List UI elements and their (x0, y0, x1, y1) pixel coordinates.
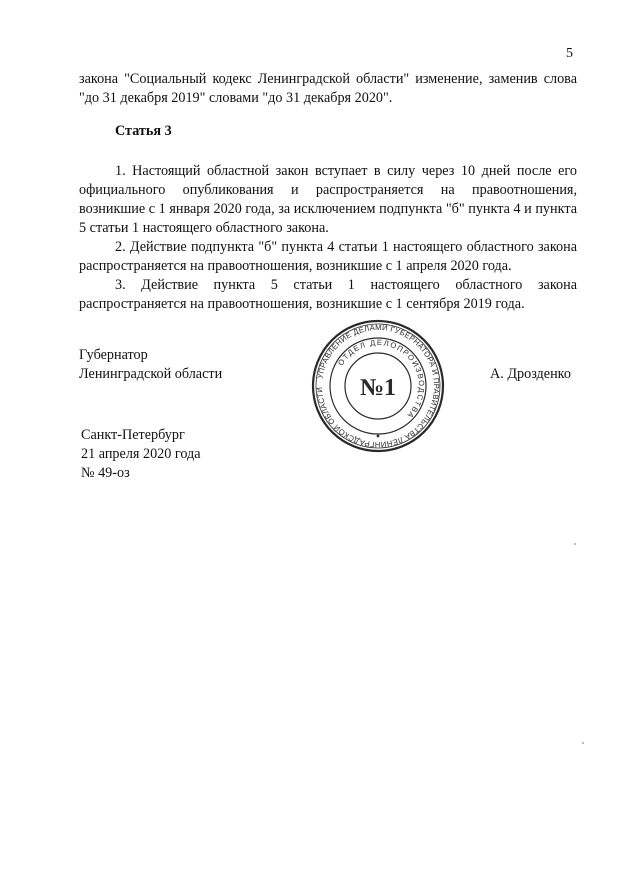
article-item-2: 2. Действие подпункта "б" пункта 4 статьи 1 настоящего областного закона распространяется на правоотношения, возникшие с 1 апреля 2020 года. (79, 239, 577, 274)
scan-speck (574, 543, 576, 545)
article-item-1: 1. Настоящий областной закон вступает в силу через 10 дней после его официального опубликования и распространяется на правоотношения, возникшие с 1 января 2020 года, за исключением подпункта "б" пункта 4 и пункта 5 статьи 1 настоящего областного закона. (79, 163, 577, 236)
official-seal (310, 318, 446, 454)
article-item-3: 3. Действие пункта 5 статьи 1 настоящего областного закона распространяется на правоотношения, возникшие с 1 сентября 2019 года. (79, 277, 577, 312)
signatory-name: А. Дрозденко (490, 366, 571, 382)
seal-outer-text: УПРАВЛЕНИЕ ДЕЛАМИ ГУБЕРНАТОРА И ПРАВИТЕЛЬСТВА ЛЕНИНГРАДСКОЙ ОБЛАСТИ (314, 322, 442, 450)
signatory-title (79, 346, 222, 384)
seal-dot (377, 435, 380, 438)
signing-place: Санкт-Петербург (81, 427, 185, 443)
scan-speck (582, 742, 584, 744)
intro-paragraph: закона "Социальный кодекс Ленинградской области" изменение, заменив слова "до 31 декабря 2019" словами "до 31 декабря 2020". (79, 71, 577, 106)
signing-details (81, 426, 201, 483)
law-number: № 49-оз (81, 465, 130, 481)
signatory-title-line1: Губернатор (79, 347, 148, 363)
article-heading: Статья 3 (115, 123, 172, 139)
seal-center-number: №1 (359, 375, 397, 401)
seal-inner-text: ОТДЕЛ ДЕЛОПРОИЗВОДСТВА (336, 337, 427, 421)
signing-date: 21 апреля 2020 года (81, 446, 201, 462)
page-number: 5 (566, 46, 573, 61)
signatory-title-line2: Ленинградской области (79, 366, 223, 382)
